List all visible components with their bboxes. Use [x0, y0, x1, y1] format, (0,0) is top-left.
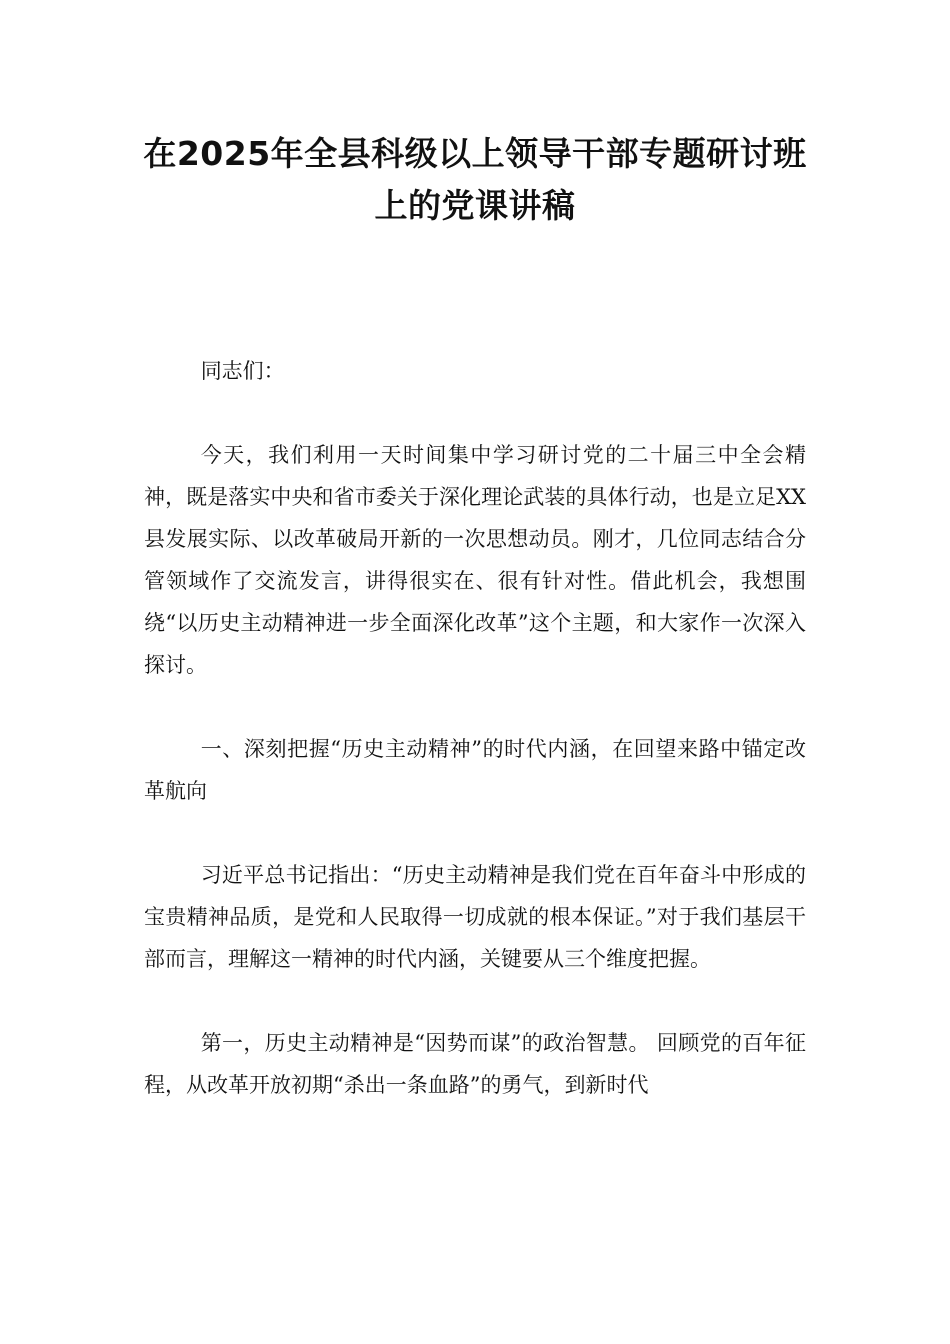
section-heading-1: 一、深刻把握“历史主动精神”的时代内涵，在回望来路中锚定改革航向 — [144, 737, 806, 803]
document-title: 在2025年全县科级以上领导干部专题研讨班上的党课讲稿 — [143, 134, 807, 225]
body-paragraph: 习近平总书记指出：“历史主动精神是我们党在百年奋斗中形成的宝贵精神品质，是党和人民取得一切成就的根本保证。”对于我们基层干部而言，理解这一精神的时代内涵，关键要从三个维度把握。 — [144, 863, 806, 971]
body-paragraph: 第一，历史主动精神是“因势而谋”的政治智慧。 回顾党的百年征程，从改革开放初期“杀出一条血路”的勇气，到新时代 — [144, 1031, 806, 1097]
document-body — [144, 350, 806, 1148]
intro-paragraph: 今天，我们利用一天时间集中学习研讨党的二十届三中全会精神，既是落实中央和省市委关于深化理论武装的具体行动，也是立足XX县发展实际、以改革破局开新的一次思想动员。刚才，几位同志结合分管领域作了交流发言，讲得很实在、很有针对性。借此机会，我想围绕“以历史主动精神进一步全面深化改革”这个主题，和大家作一次深入探讨。 — [144, 443, 806, 677]
salutation-paragraph: 同志们： — [200, 359, 285, 383]
